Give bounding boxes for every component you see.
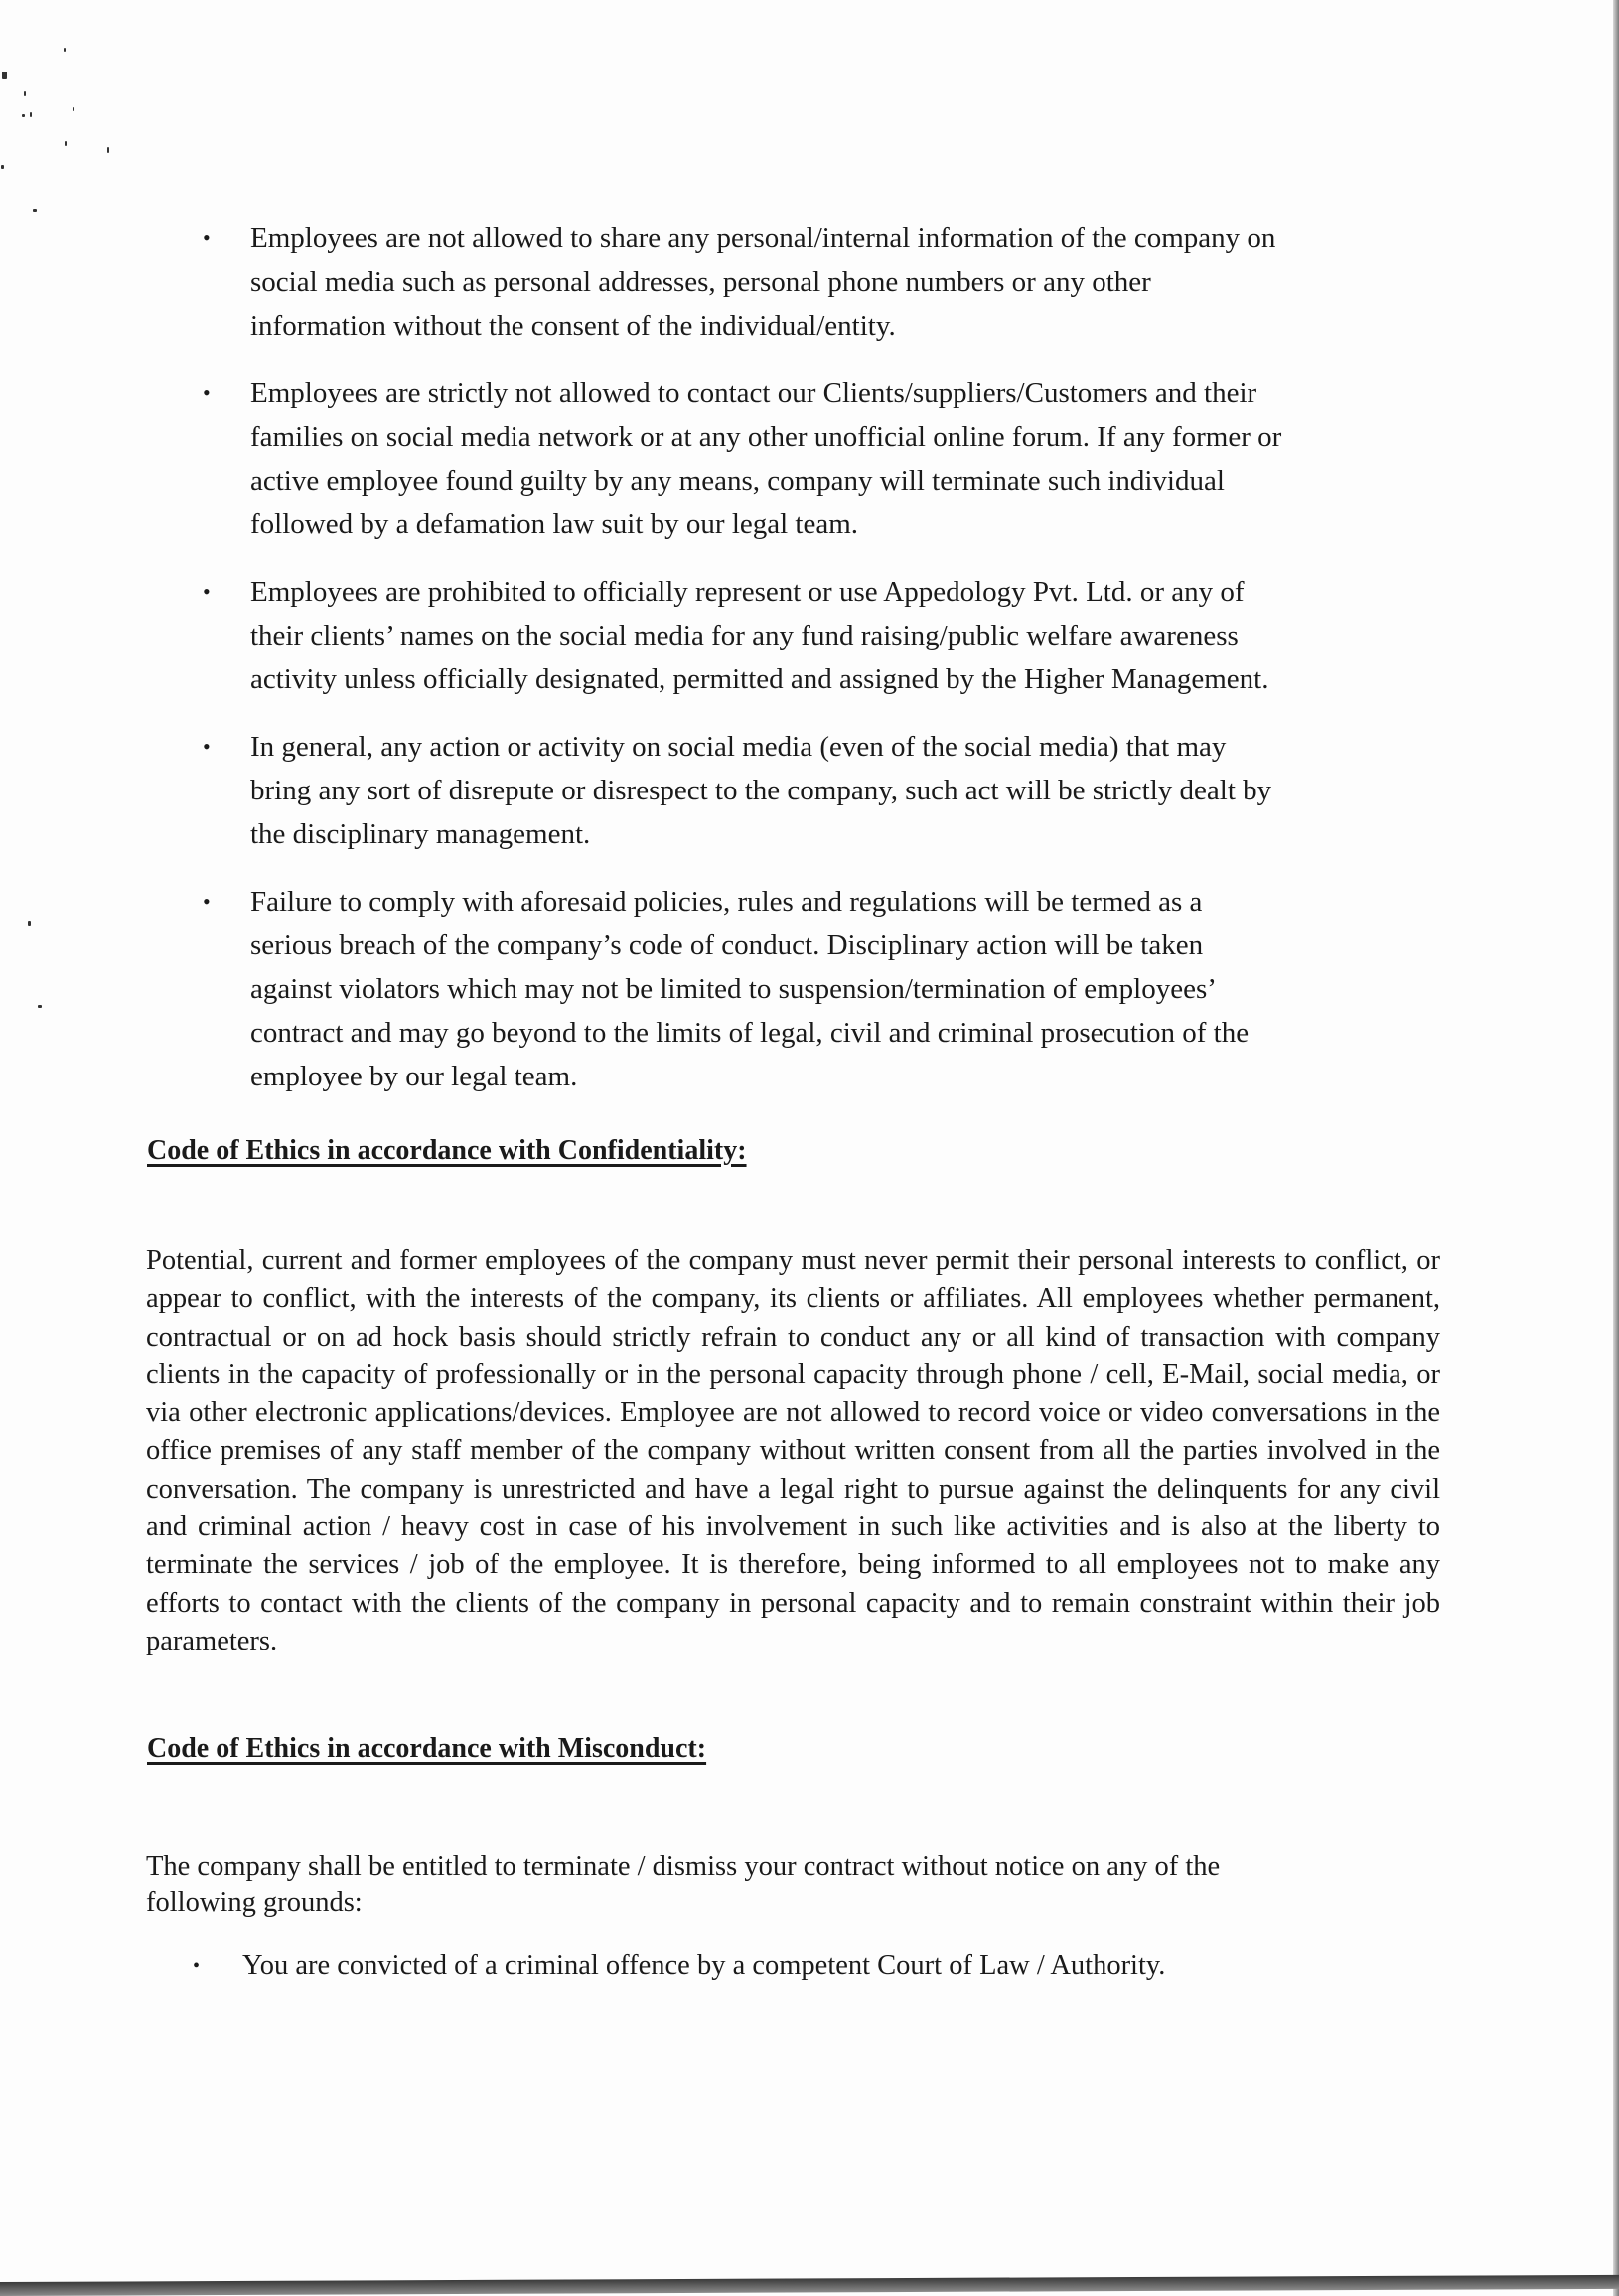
confidentiality-paragraph: Potential, current and former employees of the company must never permit their personal interests to conflict, or appear to conflict, with the interests of the company, its clients or affiliates. All employees whether permanent, contractual or on ad hock basis should strictly refrain to conduct any or all kind of transaction with company clients in the capacity of professionally or in the personal capacity through phone / cell, E-Mail, social media, or via other electronic applications/devices. Employee are not allowed to record voice or video conversations in the office premises of any staff member of the company without written consent from all the parties involved in the conversation. The company is unrestricted and have a legal right to pursue against the delinquents for any civil and criminal action / heavy cost in case of his involvement in such like activities and is also at the liberty to terminate the services / job of the employee. It is therefore, being informed to all employees not to make any efforts to contact with the clients of the company in personal capacity and to remain constraint within their job parameters. [146, 1245, 1440, 1656]
line: followed by a defamation law suit by our legal team. [250, 508, 859, 540]
line: The company shall be entitled to terminate / dismiss your contract without notice on any of the [146, 1851, 1221, 1882]
list-item-no-disrepute [0, 725, 1442, 856]
bullet-icon: • [203, 380, 211, 405]
bullet-icon: • [193, 1955, 201, 1977]
line: information without the consent of the individual/entity. [250, 310, 896, 342]
line: against violators which may not be limited to suspension/termination of employees’ [250, 973, 1217, 1005]
bullet-icon: • [203, 579, 211, 604]
scan-edge-bottom [0, 2275, 1619, 2296]
social-media-policy-list [0, 216, 1619, 1098]
list-item-no-contact-clients [0, 371, 1442, 546]
line: Employees are prohibited to officially represent or use Appedology Pvt. Ltd. or any of [250, 576, 1245, 608]
line: Employees are not allowed to share any personal/internal information of the company on [250, 222, 1276, 254]
misconduct-intro [146, 1849, 1437, 1921]
bullet-icon: • [203, 225, 211, 250]
line: serious breach of the company’s code of conduct. Disciplinary action will be taken [250, 930, 1204, 961]
line: their clients’ names on the social media for any fund raising/public welfare awareness [250, 620, 1239, 651]
line: contract and may go beyond to the limits of legal, civil and criminal prosecution of the [250, 1017, 1250, 1049]
scan-speck [1, 165, 4, 169]
line: Failure to comply with aforesaid policies, rules and regulations will be termed as a [250, 886, 1203, 918]
list-item-no-official-representation [0, 570, 1442, 701]
line: active employee found guilty by any means, company will terminate such individual [250, 465, 1225, 497]
line: social media such as personal addresses, personal phone numbers or any other [250, 266, 1151, 298]
scan-speck [107, 147, 109, 153]
misconduct-ground-text: You are convicted of a criminal offence by a competent Court of Law / Authority. [242, 1950, 1166, 1981]
line: the disciplinary management. [250, 818, 591, 850]
list-item-no-sharing-personal-info [0, 216, 1442, 348]
bullet-icon: • [203, 889, 211, 914]
line: employee by our legal team. [250, 1061, 578, 1092]
scan-speck [65, 141, 67, 146]
line: In general, any action or activity on social media (even of the social media) that may [250, 731, 1227, 763]
scan-speck [73, 107, 74, 111]
line: activity unless officially designated, permitted and assigned by the Higher Management. [250, 663, 1269, 695]
scan-speck [2, 72, 7, 79]
scan-speck [64, 48, 66, 52]
scan-speck [24, 91, 26, 96]
line: Employees are strictly not allowed to contact our Clients/suppliers/Customers and their [250, 377, 1257, 409]
line: bring any sort of disrepute or disrespect to the company, such act will be strictly dealt by [250, 775, 1272, 806]
misconduct-heading: Code of Ethics in accordance with Misconduct: [147, 1733, 707, 1764]
bullet-icon: • [203, 734, 211, 759]
list-item-failure-to-comply [0, 880, 1442, 1098]
scan-speck [33, 209, 37, 212]
confidentiality-heading: Code of Ethics in accordance with Confidentiality: [147, 1135, 747, 1166]
scan-speck [30, 112, 32, 117]
line: following grounds: [146, 1887, 363, 1918]
line: families on social media network or at any other unofficial online forum. If any former or [250, 421, 1282, 453]
scan-speck [22, 114, 25, 117]
